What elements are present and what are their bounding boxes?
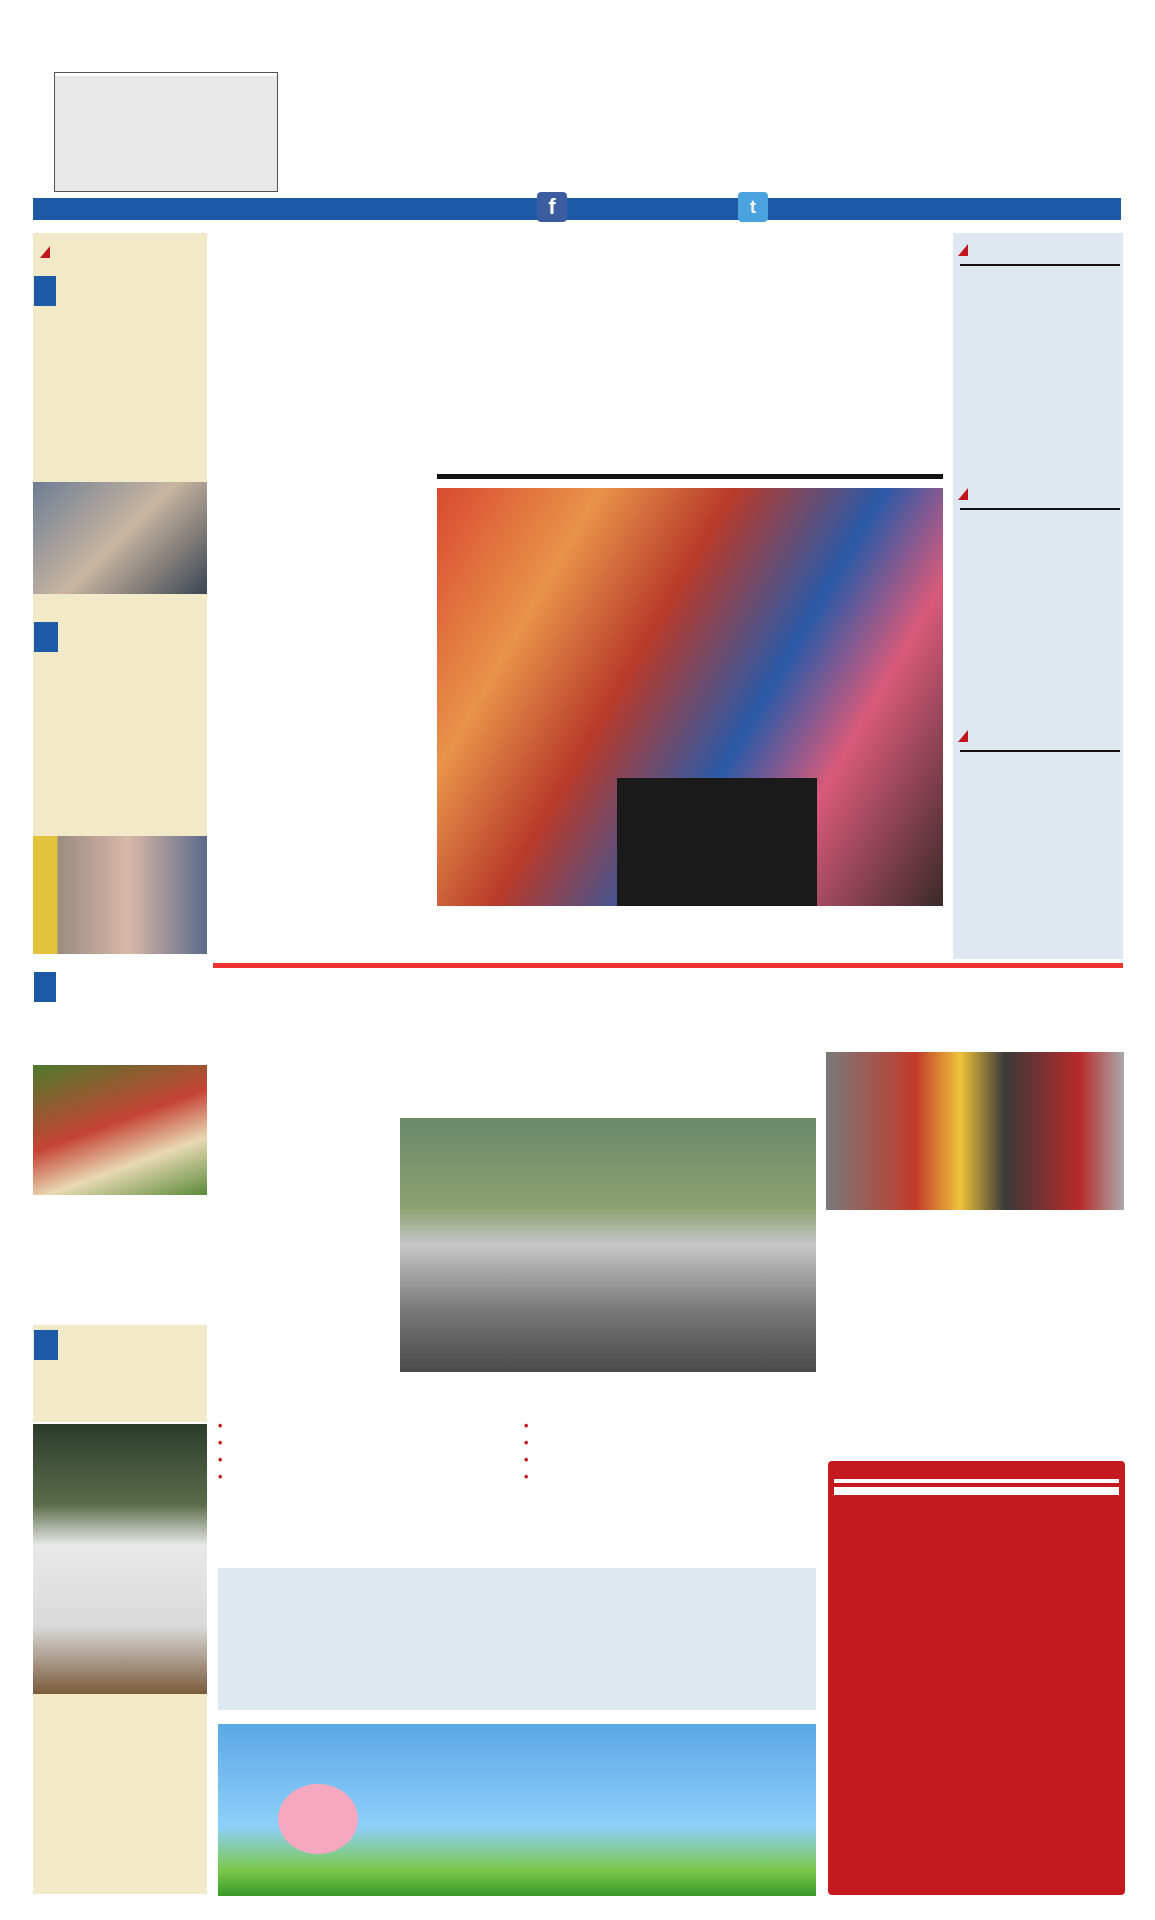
crime-bullets-left [218, 1418, 510, 1486]
main-rule [437, 474, 943, 479]
right-rule-2 [960, 508, 1120, 510]
photo-holguin [33, 836, 207, 954]
photo-maduro [437, 488, 943, 906]
crime-bullet-8[interactable]: • [524, 1469, 529, 1484]
page-ref-16 [34, 1330, 58, 1360]
peppa-character-icon [278, 1784, 358, 1854]
crime-bullet-7[interactable]: • [524, 1452, 529, 1467]
page-ref-19 [34, 622, 58, 652]
crime-bullet-5[interactable]: • [524, 1419, 529, 1433]
lottery-results [828, 1461, 1125, 1895]
crime-bullet-3[interactable]: • [218, 1452, 223, 1467]
page-ref-4 [34, 972, 56, 1002]
right-section-3 [958, 726, 972, 748]
page-ref-2 [34, 276, 56, 306]
photo-cabrera [33, 1424, 207, 1694]
photo-canasta [33, 1065, 207, 1195]
ad-motel-name [55, 73, 277, 76]
ad-peppa-pig[interactable] [218, 1724, 816, 1896]
photo-vuelco [400, 1118, 816, 1372]
crime-bullet-1[interactable]: • [218, 1419, 223, 1433]
crime-bullets-right [524, 1418, 820, 1486]
left-column-bottom [33, 1694, 207, 1894]
right-column [953, 233, 1123, 959]
crime-bullet-4[interactable]: • [218, 1469, 223, 1484]
ad-motel[interactable] [54, 72, 278, 192]
photo-torrealba [33, 482, 207, 594]
red-divider [213, 963, 1123, 968]
crime-bullet-6[interactable]: • [524, 1435, 529, 1450]
twitter-icon[interactable]: t [738, 192, 768, 222]
info-bar [33, 198, 1121, 220]
facebook-icon[interactable]: f [537, 192, 567, 222]
lottery-tripletazo [834, 1479, 1119, 1483]
crime-bullet-2[interactable]: • [218, 1435, 223, 1450]
right-section-1 [958, 240, 972, 262]
podium [617, 778, 817, 906]
right-rule-1 [960, 264, 1120, 266]
day-heading [40, 240, 54, 264]
red-triangle-icon [40, 246, 50, 258]
photo-abanderamiento [826, 1052, 1124, 1210]
farc-box [218, 1568, 816, 1710]
right-rule-3 [960, 750, 1120, 752]
right-section-2 [958, 484, 972, 506]
kino-results [834, 1487, 1119, 1495]
masthead-logo[interactable] [688, 46, 1108, 196]
left-column-lower [33, 1325, 207, 1422]
